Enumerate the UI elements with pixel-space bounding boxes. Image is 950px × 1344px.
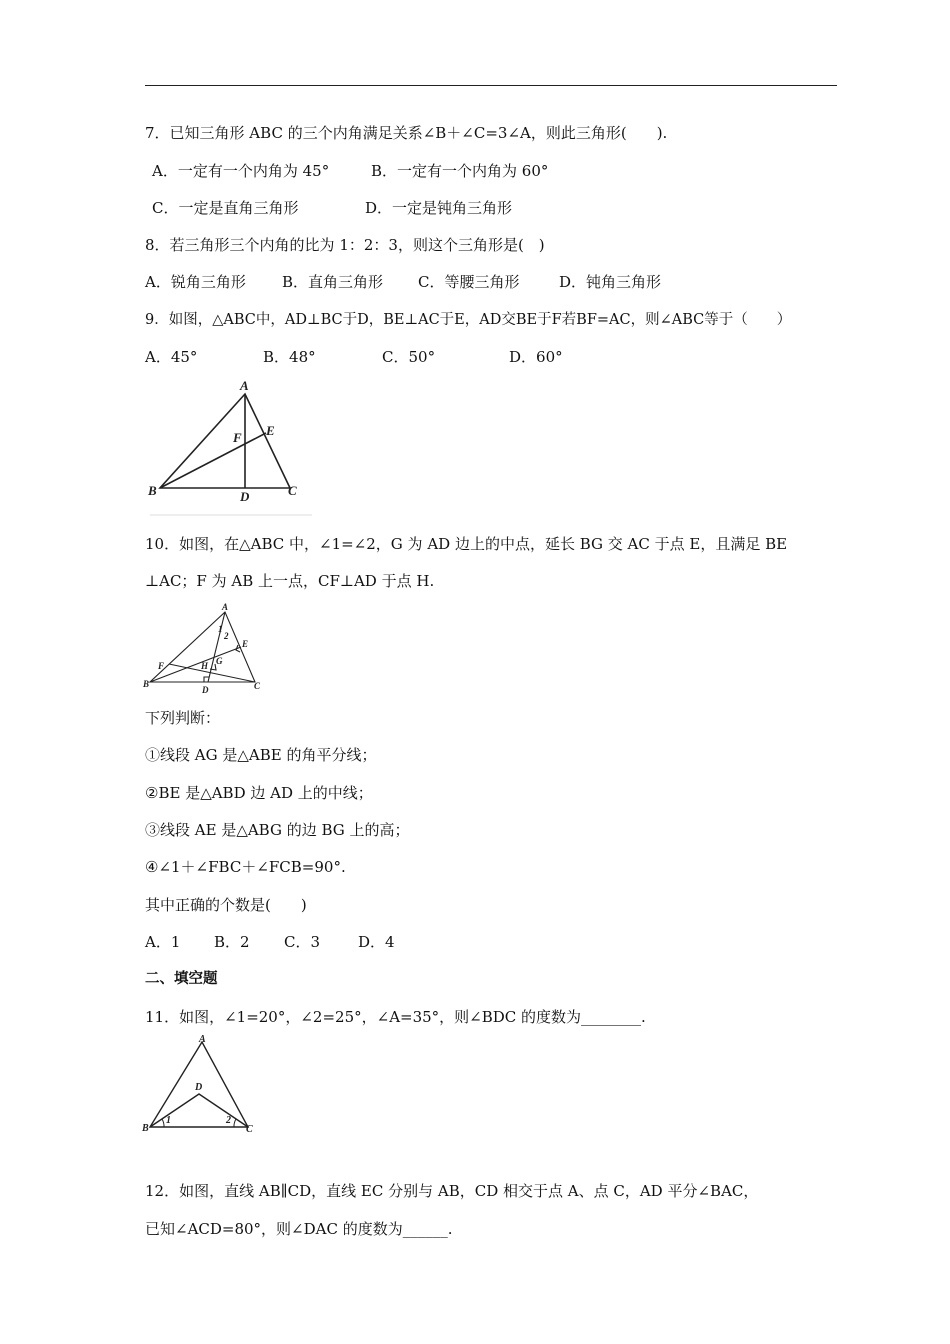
q10-label-a: A (222, 602, 229, 612)
q10-stem-line1: 10．如图，在△ABC 中，∠1=∠2，G 为 AD 边上的中点，延长 BG 交 AC 于点 E，且满足 BE (145, 535, 788, 553)
q9-label-f: F (233, 430, 242, 445)
q10-option-c: C．3 (284, 933, 321, 951)
q8-option-a: A．锐角三角形 (145, 273, 246, 291)
q11-angle-1-arc (162, 1119, 164, 1127)
q10-label-f: F (158, 661, 165, 671)
q10-stem-line2: ⊥AC；F 为 AB 上一点，CF⊥AD 于点 H. (145, 572, 435, 590)
q9-stem: 9．如图，△ABC中，AD⊥BC于D，BE⊥AC于E，AD交BE于F若BF=AC，则∠ABC等于（ ） (145, 312, 792, 328)
q10-option-d: D．4 (358, 933, 395, 951)
q10-label-h: H (201, 661, 209, 671)
q7-option-c: C．一定是直角三角形 (152, 199, 299, 217)
q9-label-b: B (148, 483, 157, 498)
q10-intro: 下列判断： (145, 709, 221, 727)
q11-triangle-figure (140, 1032, 265, 1137)
q9-option-c: C．50° (382, 348, 436, 366)
q9-label-a: A (240, 378, 249, 393)
q9-label-e: E (266, 423, 275, 438)
q7-option-a: A．一定有一个内角为 45° (152, 162, 330, 180)
q9-altitude-be (160, 433, 266, 488)
q9-label-d: D (240, 489, 250, 504)
q7-option-b: B．一定有一个内角为 60° (371, 162, 549, 180)
q8-option-c: C．等腰三角形 (418, 273, 520, 291)
q10-statement-3: ③线段 AE 是△ABG 的边 BG 上的高； (145, 821, 410, 839)
q12-stem-line1: 12．如图，直线 AB∥CD，直线 EC 分别与 AB，CD 相交于点 A、点 C，AD 平分∠BAC， (145, 1182, 759, 1200)
q7-option-d: D．一定是钝角三角形 (365, 199, 513, 217)
q11-angle-2-arc (234, 1119, 236, 1127)
q9-option-a: A．45° (145, 348, 198, 366)
q10-option-a: A．1 (145, 933, 181, 951)
q10-option-b: B．2 (214, 933, 250, 951)
q9-option-b: B．48° (263, 348, 316, 366)
q10-label-angle-2: 2 (224, 631, 229, 641)
q11-label-angle-2: 2 (226, 1115, 231, 1126)
q8-option-d: D．钝角三角形 (559, 273, 662, 291)
q11-label-a: A (199, 1034, 206, 1045)
q10-statement-2: ②BE 是△ABD 边 AD 上的中线； (145, 784, 373, 802)
q11-stem: 11．如图，∠1=20°，∠2=25°，∠A=35°，则∠BDC 的度数为________. (145, 1008, 646, 1026)
q11-label-d: D (195, 1082, 203, 1093)
header-rule (145, 85, 837, 86)
q11-label-c: C (246, 1124, 253, 1135)
q9-option-d: D．60° (509, 348, 563, 366)
q9-triangle-abc (160, 394, 290, 488)
q10-label-angle-1: 1 (218, 624, 223, 634)
q10-segment-ad (208, 612, 225, 682)
q9-label-c: C (288, 483, 297, 498)
q9-triangle-figure (140, 378, 315, 518)
q10-question: 其中正确的个数是( ) (145, 896, 307, 914)
q10-statement-1: ①线段 AG 是△ABE 的角平分线； (145, 746, 377, 764)
q11-label-b: B (142, 1123, 149, 1134)
q10-label-e: E (242, 639, 249, 649)
section-title-fill-in: 二、填空题 (145, 971, 218, 987)
q12-stem-line2: 已知∠ACD=80°，则∠DAC 的度数为______. (145, 1220, 453, 1238)
q10-label-g: G (216, 656, 223, 666)
q10-label-c: C (254, 681, 261, 691)
q8-option-b: B．直角三角形 (282, 273, 384, 291)
q10-statement-4: ④∠1＋∠FBC＋∠FCB=90°. (145, 858, 346, 876)
q8-stem: 8．若三角形三个内角的比为 1：2：3，则这个三角形是( ) (145, 236, 545, 254)
q10-label-d: D (202, 685, 209, 695)
q11-label-angle-1: 1 (166, 1115, 171, 1126)
q7-stem: 7．已知三角形 ABC 的三个内角满足关系∠B＋∠C=3∠A，则此三角形( ). (145, 124, 668, 142)
q10-triangle-figure (140, 598, 270, 698)
q10-label-b: B (143, 679, 150, 689)
